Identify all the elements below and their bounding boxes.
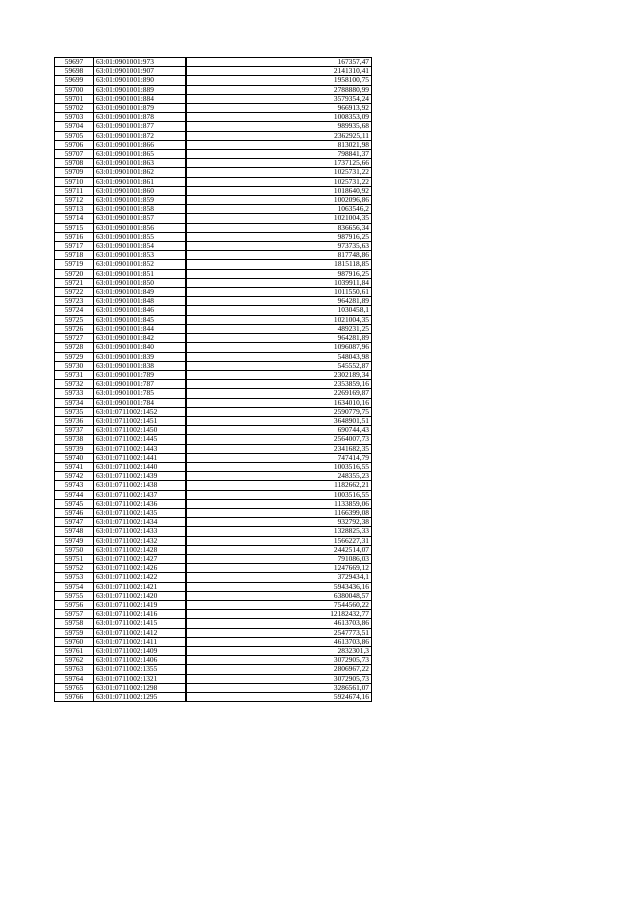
row-number-cell: 59700 [55,85,94,94]
row-number-cell: 59722 [55,288,94,297]
row-number-cell: 59703 [55,113,94,122]
row-number-cell: 59739 [55,444,94,453]
row-number-cell: 59734 [55,398,94,407]
cadastral-value-cell: 1737125,66 [186,159,372,168]
cadastral-value-table [54,57,372,702]
cadastral-value-cell: 2832301,3 [186,647,372,656]
table-row [55,269,372,278]
row-number-cell: 59709 [55,168,94,177]
row-number-cell: 59735 [55,407,94,416]
row-number-cell: 59763 [55,665,94,674]
cadastral-number-cell: 63:01:0711002:1298 [94,683,186,692]
cadastral-value-cell: 2547773,51 [186,628,372,637]
cadastral-number-cell: 63:01:0711002:1415 [94,619,186,628]
row-number-cell: 59725 [55,315,94,324]
row-number-cell: 59764 [55,674,94,683]
cadastral-value-cell: 1566227,31 [186,536,372,545]
cadastral-value-cell: 7544560,22 [186,600,372,609]
table-row [55,361,372,370]
table-row [55,380,372,389]
cadastral-number-cell: 63:01:0711002:1427 [94,554,186,563]
table-row [55,536,372,545]
cadastral-number-cell: 63:01:0901001:861 [94,177,186,186]
row-number-cell: 59750 [55,545,94,554]
table-row [55,573,372,582]
table-row [55,306,372,315]
cadastral-value-cell: 12182432,77 [186,610,372,619]
cadastral-number-cell: 63:01:0901001:879 [94,104,186,113]
row-number-cell: 59698 [55,67,94,76]
table-row [55,94,372,103]
cadastral-number-cell: 63:01:0711002:1412 [94,628,186,637]
cadastral-number-cell: 63:01:0711002:1450 [94,426,186,435]
table-row [55,453,372,462]
cadastral-number-cell: 63:01:0901001:787 [94,380,186,389]
cadastral-number-cell: 63:01:0901001:784 [94,398,186,407]
row-number-cell: 59741 [55,462,94,471]
cadastral-number-cell: 63:01:0711002:1438 [94,481,186,490]
row-number-cell: 59762 [55,656,94,665]
cadastral-value-cell: 813021,98 [186,140,372,149]
cadastral-value-cell: 545552,87 [186,361,372,370]
cadastral-number-cell: 63:01:0711002:1445 [94,435,186,444]
table-row [55,591,372,600]
row-number-cell: 59759 [55,628,94,637]
cadastral-value-cell: 1133859,06 [186,499,372,508]
table-row [55,656,372,665]
table-row [55,416,372,425]
cadastral-number-cell: 63:01:0901001:884 [94,94,186,103]
row-number-cell: 59742 [55,472,94,481]
cadastral-value-cell: 2442514,07 [186,545,372,554]
cadastral-number-cell: 63:01:0711002:1437 [94,490,186,499]
table-row [55,665,372,674]
cadastral-number-cell: 63:01:0901001:851 [94,269,186,278]
cadastral-value-cell: 1247669,12 [186,564,372,573]
cadastral-value-cell: 4613703,86 [186,619,372,628]
row-number-cell: 59727 [55,334,94,343]
cadastral-value-cell: 3648901,51 [186,416,372,425]
cadastral-value-cell: 798841,37 [186,150,372,159]
row-number-cell: 59740 [55,453,94,462]
cadastral-number-cell: 63:01:0711002:1435 [94,508,186,517]
cadastral-number-cell: 63:01:0901001:862 [94,168,186,177]
table-row [55,600,372,609]
table-row [55,232,372,241]
row-number-cell: 59716 [55,232,94,241]
cadastral-value-cell: 2806967,22 [186,665,372,674]
table-row [55,637,372,646]
cadastral-number-cell: 63:01:0711002:1295 [94,693,186,702]
cadastral-number-cell: 63:01:0711002:1436 [94,499,186,508]
row-number-cell: 59745 [55,499,94,508]
table-row [55,67,372,76]
table-row [55,177,372,186]
cadastral-value-cell: 3286561,07 [186,683,372,692]
cadastral-number-cell: 63:01:0711002:1428 [94,545,186,554]
cadastral-number-cell: 63:01:0901001:858 [94,205,186,214]
row-number-cell: 59752 [55,564,94,573]
table-row [55,462,372,471]
cadastral-number-cell: 63:01:0901001:844 [94,324,186,333]
cadastral-number-cell: 63:01:0901001:789 [94,370,186,379]
table-row [55,168,372,177]
cadastral-number-cell: 63:01:0901001:877 [94,122,186,131]
table-row [55,610,372,619]
cadastral-value-cell: 2302189,34 [186,370,372,379]
cadastral-number-cell: 63:01:0901001:854 [94,242,186,251]
row-number-cell: 59712 [55,196,94,205]
table-row [55,196,372,205]
table-row [55,315,372,324]
cadastral-value-cell: 1958100,75 [186,76,372,85]
table-row [55,518,372,527]
cadastral-number-cell: 63:01:0901001:872 [94,131,186,140]
row-number-cell: 59737 [55,426,94,435]
table-row [55,334,372,343]
cadastral-number-cell: 63:01:0711002:1406 [94,656,186,665]
table-row [55,242,372,251]
cadastral-number-cell: 63:01:0711002:1355 [94,665,186,674]
cadastral-value-cell: 747414,79 [186,453,372,462]
table-row [55,214,372,223]
cadastral-number-cell: 63:01:0901001:845 [94,315,186,324]
cadastral-number-cell: 63:01:0901001:850 [94,278,186,287]
cadastral-value-cell: 3072905,73 [186,656,372,665]
cadastral-value-cell: 932792,38 [186,518,372,527]
cadastral-value-cell: 1021004,35 [186,214,372,223]
cadastral-number-cell: 63:01:0901001:889 [94,85,186,94]
table-row [55,582,372,591]
cadastral-value-cell: 690744,43 [186,426,372,435]
table-row [55,444,372,453]
row-number-cell: 59760 [55,637,94,646]
cadastral-value-cell: 966913,92 [186,104,372,113]
row-number-cell: 59733 [55,389,94,398]
table-row [55,370,372,379]
row-number-cell: 59747 [55,518,94,527]
cadastral-value-cell: 3072905,73 [186,674,372,683]
cadastral-value-cell: 2788880,99 [186,85,372,94]
table-row [55,251,372,260]
cadastral-value-cell: 167357,47 [186,58,372,67]
cadastral-value-cell: 6380048,57 [186,591,372,600]
table-row [55,472,372,481]
cadastral-value-cell: 836656,34 [186,223,372,232]
cadastral-number-cell: 63:01:0901001:855 [94,232,186,241]
row-number-cell: 59749 [55,536,94,545]
row-number-cell: 59755 [55,591,94,600]
cadastral-value-cell: 1011550,61 [186,288,372,297]
cadastral-number-cell: 63:01:0901001:846 [94,306,186,315]
cadastral-value-cell: 2269169,87 [186,389,372,398]
row-number-cell: 59724 [55,306,94,315]
cadastral-value-cell: 987916,25 [186,232,372,241]
table-row [55,435,372,444]
cadastral-number-cell: 63:01:0901001:853 [94,251,186,260]
table-row [55,223,372,232]
row-number-cell: 59704 [55,122,94,131]
cadastral-number-cell: 63:01:0901001:973 [94,58,186,67]
table-row [55,508,372,517]
row-number-cell: 59754 [55,582,94,591]
cadastral-value-cell: 964281,89 [186,297,372,306]
cadastral-value-cell: 5943436,16 [186,582,372,591]
table-row [55,343,372,352]
row-number-cell: 59758 [55,619,94,628]
cadastral-value-cell: 2353859,16 [186,380,372,389]
row-number-cell: 59738 [55,435,94,444]
table-body [55,58,372,702]
cadastral-number-cell: 63:01:0711002:1426 [94,564,186,573]
row-number-cell: 59730 [55,361,94,370]
cadastral-value-cell: 2564007,73 [186,435,372,444]
table-row [55,674,372,683]
cadastral-value-cell: 2362925,11 [186,131,372,140]
cadastral-number-cell: 63:01:0711002:1420 [94,591,186,600]
cadastral-number-cell: 63:01:0901001:785 [94,389,186,398]
cadastral-value-cell: 817748,86 [186,251,372,260]
table-row [55,131,372,140]
cadastral-number-cell: 63:01:0711002:1434 [94,518,186,527]
cadastral-value-cell: 1002096,86 [186,196,372,205]
cadastral-value-cell: 1025731,22 [186,168,372,177]
row-number-cell: 59720 [55,269,94,278]
cadastral-number-cell: 63:01:0711002:1416 [94,610,186,619]
cadastral-value-cell: 987916,25 [186,269,372,278]
row-number-cell: 59702 [55,104,94,113]
cadastral-value-cell: 548043,98 [186,352,372,361]
cadastral-value-cell: 248355,23 [186,472,372,481]
cadastral-number-cell: 63:01:0711002:1441 [94,453,186,462]
cadastral-value-cell: 1025731,22 [186,177,372,186]
row-number-cell: 59706 [55,140,94,149]
cadastral-value-cell: 2341682,35 [186,444,372,453]
row-number-cell: 59718 [55,251,94,260]
cadastral-number-cell: 63:01:0901001:848 [94,297,186,306]
cadastral-value-cell: 1182662,21 [186,481,372,490]
cadastral-value-cell: 489231,25 [186,324,372,333]
cadastral-value-cell: 2590779,75 [186,407,372,416]
cadastral-number-cell: 63:01:0901001:878 [94,113,186,122]
table-row [55,113,372,122]
table-row [55,554,372,563]
cadastral-number-cell: 63:01:0711002:1439 [94,472,186,481]
row-number-cell: 59743 [55,481,94,490]
cadastral-value-cell: 3729434,1 [186,573,372,582]
row-number-cell: 59705 [55,131,94,140]
row-number-cell: 59707 [55,150,94,159]
row-number-cell: 59744 [55,490,94,499]
cadastral-number-cell: 63:01:0711002:1440 [94,462,186,471]
table-row [55,647,372,656]
table-row [55,407,372,416]
row-number-cell: 59757 [55,610,94,619]
cadastral-number-cell: 63:01:0901001:863 [94,159,186,168]
cadastral-number-cell: 63:01:0901001:857 [94,214,186,223]
table-row [55,186,372,195]
cadastral-number-cell: 63:01:0711002:1321 [94,674,186,683]
table-row [55,159,372,168]
row-number-cell: 59728 [55,343,94,352]
cadastral-number-cell: 63:01:0901001:859 [94,196,186,205]
table-row [55,297,372,306]
cadastral-number-cell: 63:01:0711002:1452 [94,407,186,416]
table-row [55,288,372,297]
cadastral-value-cell: 1815118,85 [186,260,372,269]
cadastral-value-cell: 1096087,96 [186,343,372,352]
cadastral-number-cell: 63:01:0901001:852 [94,260,186,269]
table-row [55,150,372,159]
cadastral-value-cell: 1063546,2 [186,205,372,214]
cadastral-value-cell: 5924674,16 [186,693,372,702]
cadastral-number-cell: 63:01:0901001:860 [94,186,186,195]
table-row [55,278,372,287]
row-number-cell: 59756 [55,600,94,609]
table-row [55,628,372,637]
row-number-cell: 59751 [55,554,94,563]
table-row [55,205,372,214]
table-row [55,260,372,269]
row-number-cell: 59719 [55,260,94,269]
row-number-cell: 59746 [55,508,94,517]
row-number-cell: 59732 [55,380,94,389]
cadastral-value-cell: 1021004,35 [186,315,372,324]
table-row [55,499,372,508]
cadastral-number-cell: 63:01:0901001:849 [94,288,186,297]
row-number-cell: 59717 [55,242,94,251]
table-row [55,122,372,131]
cadastral-number-cell: 63:01:0711002:1422 [94,573,186,582]
row-number-cell: 59721 [55,278,94,287]
table-row [55,76,372,85]
row-number-cell: 59765 [55,683,94,692]
cadastral-number-cell: 63:01:0901001:907 [94,67,186,76]
row-number-cell: 59713 [55,205,94,214]
cadastral-value-cell: 1018640,92 [186,186,372,195]
cadastral-value-cell: 1166399,08 [186,508,372,517]
table-row [55,481,372,490]
cadastral-value-cell: 964281,89 [186,334,372,343]
cadastral-number-cell: 63:01:0901001:856 [94,223,186,232]
cadastral-number-cell: 63:01:0711002:1451 [94,416,186,425]
row-number-cell: 59761 [55,647,94,656]
row-number-cell: 59708 [55,159,94,168]
cadastral-value-cell: 989935,68 [186,122,372,131]
cadastral-value-cell: 1008353,09 [186,113,372,122]
row-number-cell: 59710 [55,177,94,186]
cadastral-value-cell: 2141310,41 [186,67,372,76]
row-number-cell: 59726 [55,324,94,333]
cadastral-value-cell: 1030458,1 [186,306,372,315]
cadastral-number-cell: 63:01:0901001:840 [94,343,186,352]
table-row [55,683,372,692]
cadastral-value-cell: 1003516,55 [186,462,372,471]
row-number-cell: 59729 [55,352,94,361]
row-number-cell: 59714 [55,214,94,223]
row-number-cell: 59766 [55,693,94,702]
cadastral-number-cell: 63:01:0901001:839 [94,352,186,361]
table-row [55,490,372,499]
table-row [55,352,372,361]
table-row [55,545,372,554]
cadastral-value-cell: 791086,03 [186,554,372,563]
table-row [55,324,372,333]
table-row [55,104,372,113]
table-row [55,398,372,407]
table-row [55,564,372,573]
row-number-cell: 59701 [55,94,94,103]
cadastral-number-cell: 63:01:0711002:1432 [94,536,186,545]
cadastral-number-cell: 63:01:0711002:1443 [94,444,186,453]
cadastral-number-cell: 63:01:0901001:866 [94,140,186,149]
cadastral-value-cell: 1003516,55 [186,490,372,499]
cadastral-value-cell: 1634010,16 [186,398,372,407]
cadastral-value-cell: 973735,63 [186,242,372,251]
row-number-cell: 59736 [55,416,94,425]
cadastral-number-cell: 63:01:0711002:1409 [94,647,186,656]
cadastral-number-cell: 63:01:0711002:1419 [94,600,186,609]
cadastral-number-cell: 63:01:0901001:842 [94,334,186,343]
table-row [55,527,372,536]
row-number-cell: 59699 [55,76,94,85]
row-number-cell: 59715 [55,223,94,232]
table-row [55,140,372,149]
row-number-cell: 59748 [55,527,94,536]
cadastral-value-cell: 1039911,84 [186,278,372,287]
row-number-cell: 59697 [55,58,94,67]
cadastral-number-cell: 63:01:0901001:838 [94,361,186,370]
cadastral-number-cell: 63:01:0711002:1421 [94,582,186,591]
cadastral-value-cell: 4613703,86 [186,637,372,646]
cadastral-number-cell: 63:01:0901001:890 [94,76,186,85]
cadastral-number-cell: 63:01:0711002:1411 [94,637,186,646]
cadastral-value-cell: 3579354,24 [186,94,372,103]
row-number-cell: 59753 [55,573,94,582]
row-number-cell: 59711 [55,186,94,195]
table-row [55,426,372,435]
table-row [55,389,372,398]
cadastral-value-cell: 1328825,33 [186,527,372,536]
table-row [55,693,372,702]
cadastral-number-cell: 63:01:0901001:865 [94,150,186,159]
row-number-cell: 59731 [55,370,94,379]
table-row [55,619,372,628]
table-row [55,85,372,94]
cadastral-number-cell: 63:01:0711002:1433 [94,527,186,536]
table-row [55,58,372,67]
row-number-cell: 59723 [55,297,94,306]
